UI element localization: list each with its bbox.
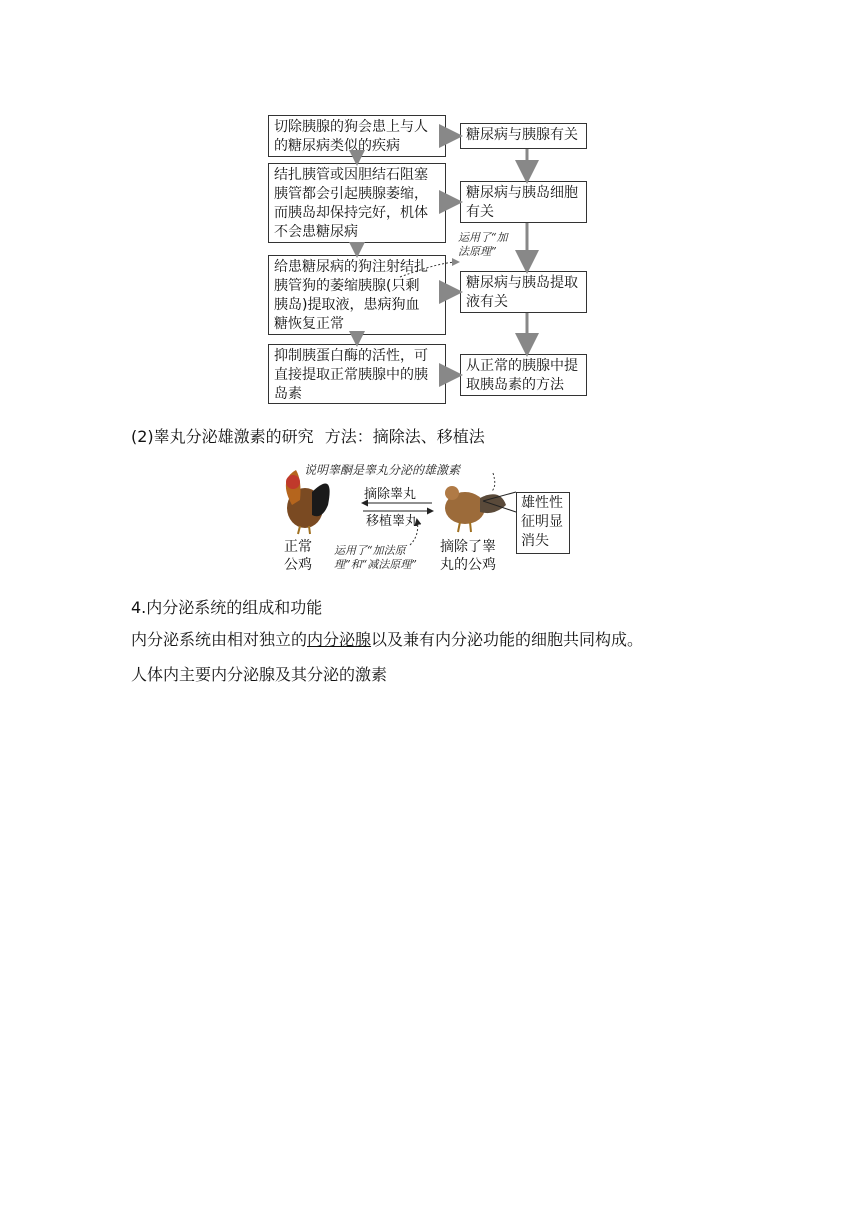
endocrine-gland-term: 内分泌腺 [307,630,372,649]
rooster-top-note: 说明睾酮是睾丸分泌的雄激素 [304,463,461,477]
section4-number: 4. [131,598,147,617]
flow-left-box-4: 抑制胰蛋白酶的活性，可 直接提取正常胰腺中的胰 岛素 [268,344,446,404]
normal-rooster-label: 正常 公鸡 [284,539,312,573]
flow-right-box-4: 从正常的胰腺中提 取胰岛素的方法 [460,354,587,396]
flow-left-box-1: 切除胰腺的狗会患上与人 的糖尿病类似的疾病 [268,115,446,157]
flow-right-box-3: 糖尿病与胰岛提取 液有关 [460,271,587,313]
section4-paragraph-2: 人体内主要内分泌腺及其分泌的激素 [131,665,388,684]
section4-paragraph-1 [131,629,643,651]
normal-rooster-image [286,470,330,534]
flow-right-box-1: 糖尿病与胰腺有关 [460,123,587,149]
rooster-result-box: 雄性性 征明显 消失 [516,492,570,554]
section2-method: 方法：摘除法、移植法 [324,427,485,446]
rooster-graphics [0,0,860,600]
flow-annotation: 运用了“加 法原理” [458,231,508,258]
section2-heading: (2)睾丸分泌雄激素的研究 [131,427,314,446]
paragraph-1-part-b: 以及兼有内分泌功能的细胞共同构成。 [371,630,644,649]
castrated-rooster-image [445,486,506,532]
rooster-bottom-note: 运用了“加法原 理”和“减法原理” [334,544,417,571]
arrow-label-transplant: 移植睾丸 [366,514,419,529]
flow-left-box-2: 结扎胰管或因胆结石阻塞 胰管都会引起胰腺萎缩， 而胰岛却保持完好，机体 不会患糖尿病 [268,163,446,243]
castrated-rooster-label: 摘除了睾 丸的公鸡 [440,539,496,573]
paragraph-1-part-a: 内分泌系统由相对独立的 [131,630,308,649]
flow-right-box-2: 糖尿病与胰岛细胞 有关 [460,181,587,223]
flow-left-box-3: 给患糖尿病的狗注射结扎 胰管狗的萎缩胰腺(只剩 胰岛)提取液，患病狗血 糖恢复正常 [268,255,446,335]
top-note-dotted-arrow [492,473,495,491]
section4-title: 内分泌系统的组成和功能 [146,598,323,617]
section4-heading [131,597,322,619]
arrow-label-remove: 摘除睾丸 [364,487,417,502]
